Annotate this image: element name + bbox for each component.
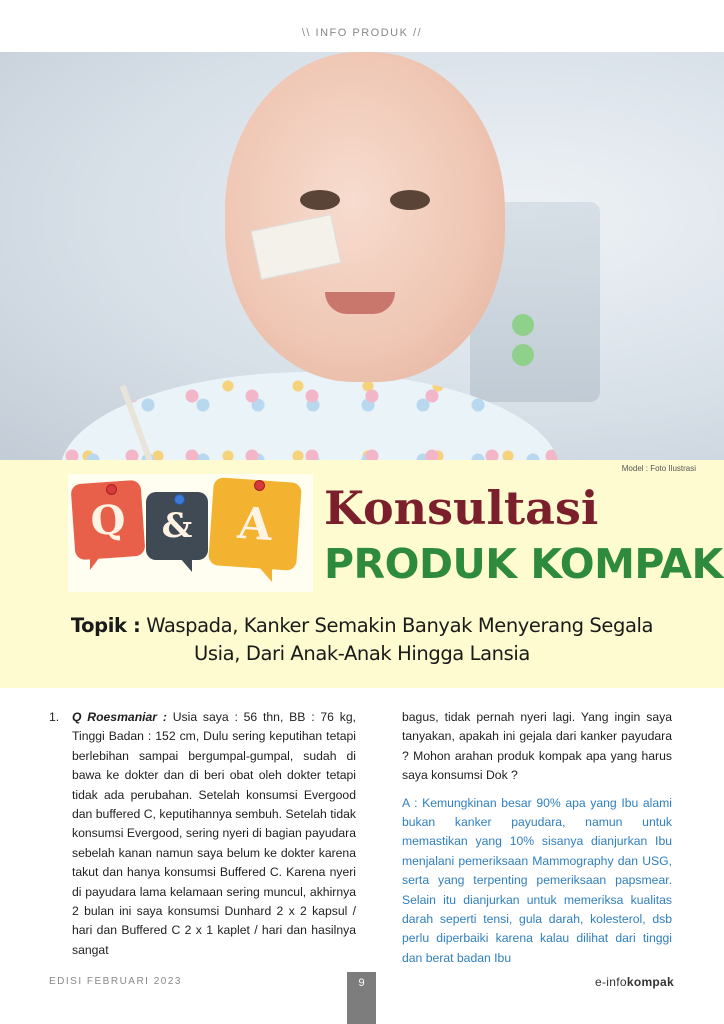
- photo-caption: Model : Foto Ilustrasi: [621, 464, 696, 473]
- answer-column: [402, 708, 672, 968]
- brand-prefix: e-info: [595, 975, 627, 989]
- question-text-continued: bagus, tidak pernah nyeri lagi. Yang ingin saya tanyakan, apakah ini gejala dari kanker payudara ? Mohon arahan produk kompak apa yang harus saya konsumsi Dok ?: [402, 710, 672, 783]
- question-column: [72, 708, 356, 960]
- a-bubble: A: [208, 477, 302, 571]
- eye: [300, 190, 340, 210]
- page-subtitle: PRODUK KOMPAK: [324, 540, 723, 588]
- bubble-tail: [180, 558, 192, 572]
- brand-logo: [595, 975, 674, 989]
- q-bubble: Q: [70, 480, 145, 561]
- hero-photo: [0, 52, 724, 460]
- equipment-light: [512, 344, 534, 366]
- asker-name: Q Roesmaniar :: [72, 710, 167, 724]
- topic-text: Waspada, Kanker Semakin Banyak Menyerang Segala Usia, Dari Anak-Anak Hingga Lansia: [146, 614, 654, 665]
- equipment-light: [512, 314, 534, 336]
- page-number: 9: [358, 977, 365, 989]
- section-label: \\ INFO PRODUK //: [301, 27, 423, 39]
- pin-icon: [254, 480, 265, 491]
- section-header: [0, 0, 724, 52]
- child-face: [225, 52, 505, 382]
- qa-logo: [68, 474, 313, 592]
- eye: [390, 190, 430, 210]
- page-title: Konsultasi: [324, 481, 599, 535]
- answer-text: A : Kemungkinan besar 90% apa yang Ibu alami bukan kanker payudara, namun untuk memastikan yang 10% sisanya dianjurkan Ibu menjalani pemeriksaan Mammography dan USG, serta yang terpenting pemeriksaan papsmear. Selain itu dianjurkan untuk memeriksa kualitas darah seperti tensi, gula darah, kolesterol, dsb perlu diperbaiki karena kalau dilihat dari tinggi dan berat badan Ibu: [402, 795, 672, 965]
- page-number-box: [347, 972, 376, 1024]
- pin-icon: [106, 484, 117, 495]
- pin-icon: [174, 494, 185, 505]
- topic: [60, 612, 664, 668]
- bubble-tail: [258, 566, 272, 582]
- edition-label: EDISI FEBRUARI 2023: [49, 976, 182, 987]
- brand-bold: kompak: [626, 975, 674, 989]
- smile: [325, 292, 395, 314]
- topic-label: Topik :: [70, 614, 141, 637]
- question-text: Usia saya : 56 thn, BB : 76 kg, Tinggi Badan : 152 cm, Dulu sering keputihan tetapi berlebihan sampai bergumpal-gumpal, sudah di bawa ke dokter dan di beri obat oleh dokter tetapi tidak ada perubahan. Setelah konsumsi Evergood dan buffered C, keputihannya sembuh. Setelah tidak konsumsi Evergood, sering nyeri di bagian payudara sebelah kanan namun saya belum ke dokter karena takut dan hanya konsumsi Buffered C. Karena nyeri di payudara lama kelamaan sering muncul, akhirnya 2 bulan ini saya konsumsi Dunhard 2 x 2 kapsul / hari dan Buffered C 2 x 1 kaplet / hari dan hasilnya sangat: [72, 710, 356, 957]
- bubble-tail: [90, 554, 102, 570]
- list-number: 1.: [49, 710, 60, 724]
- amp-bubble: &: [146, 492, 208, 560]
- nasal-tube-tape: [251, 214, 342, 280]
